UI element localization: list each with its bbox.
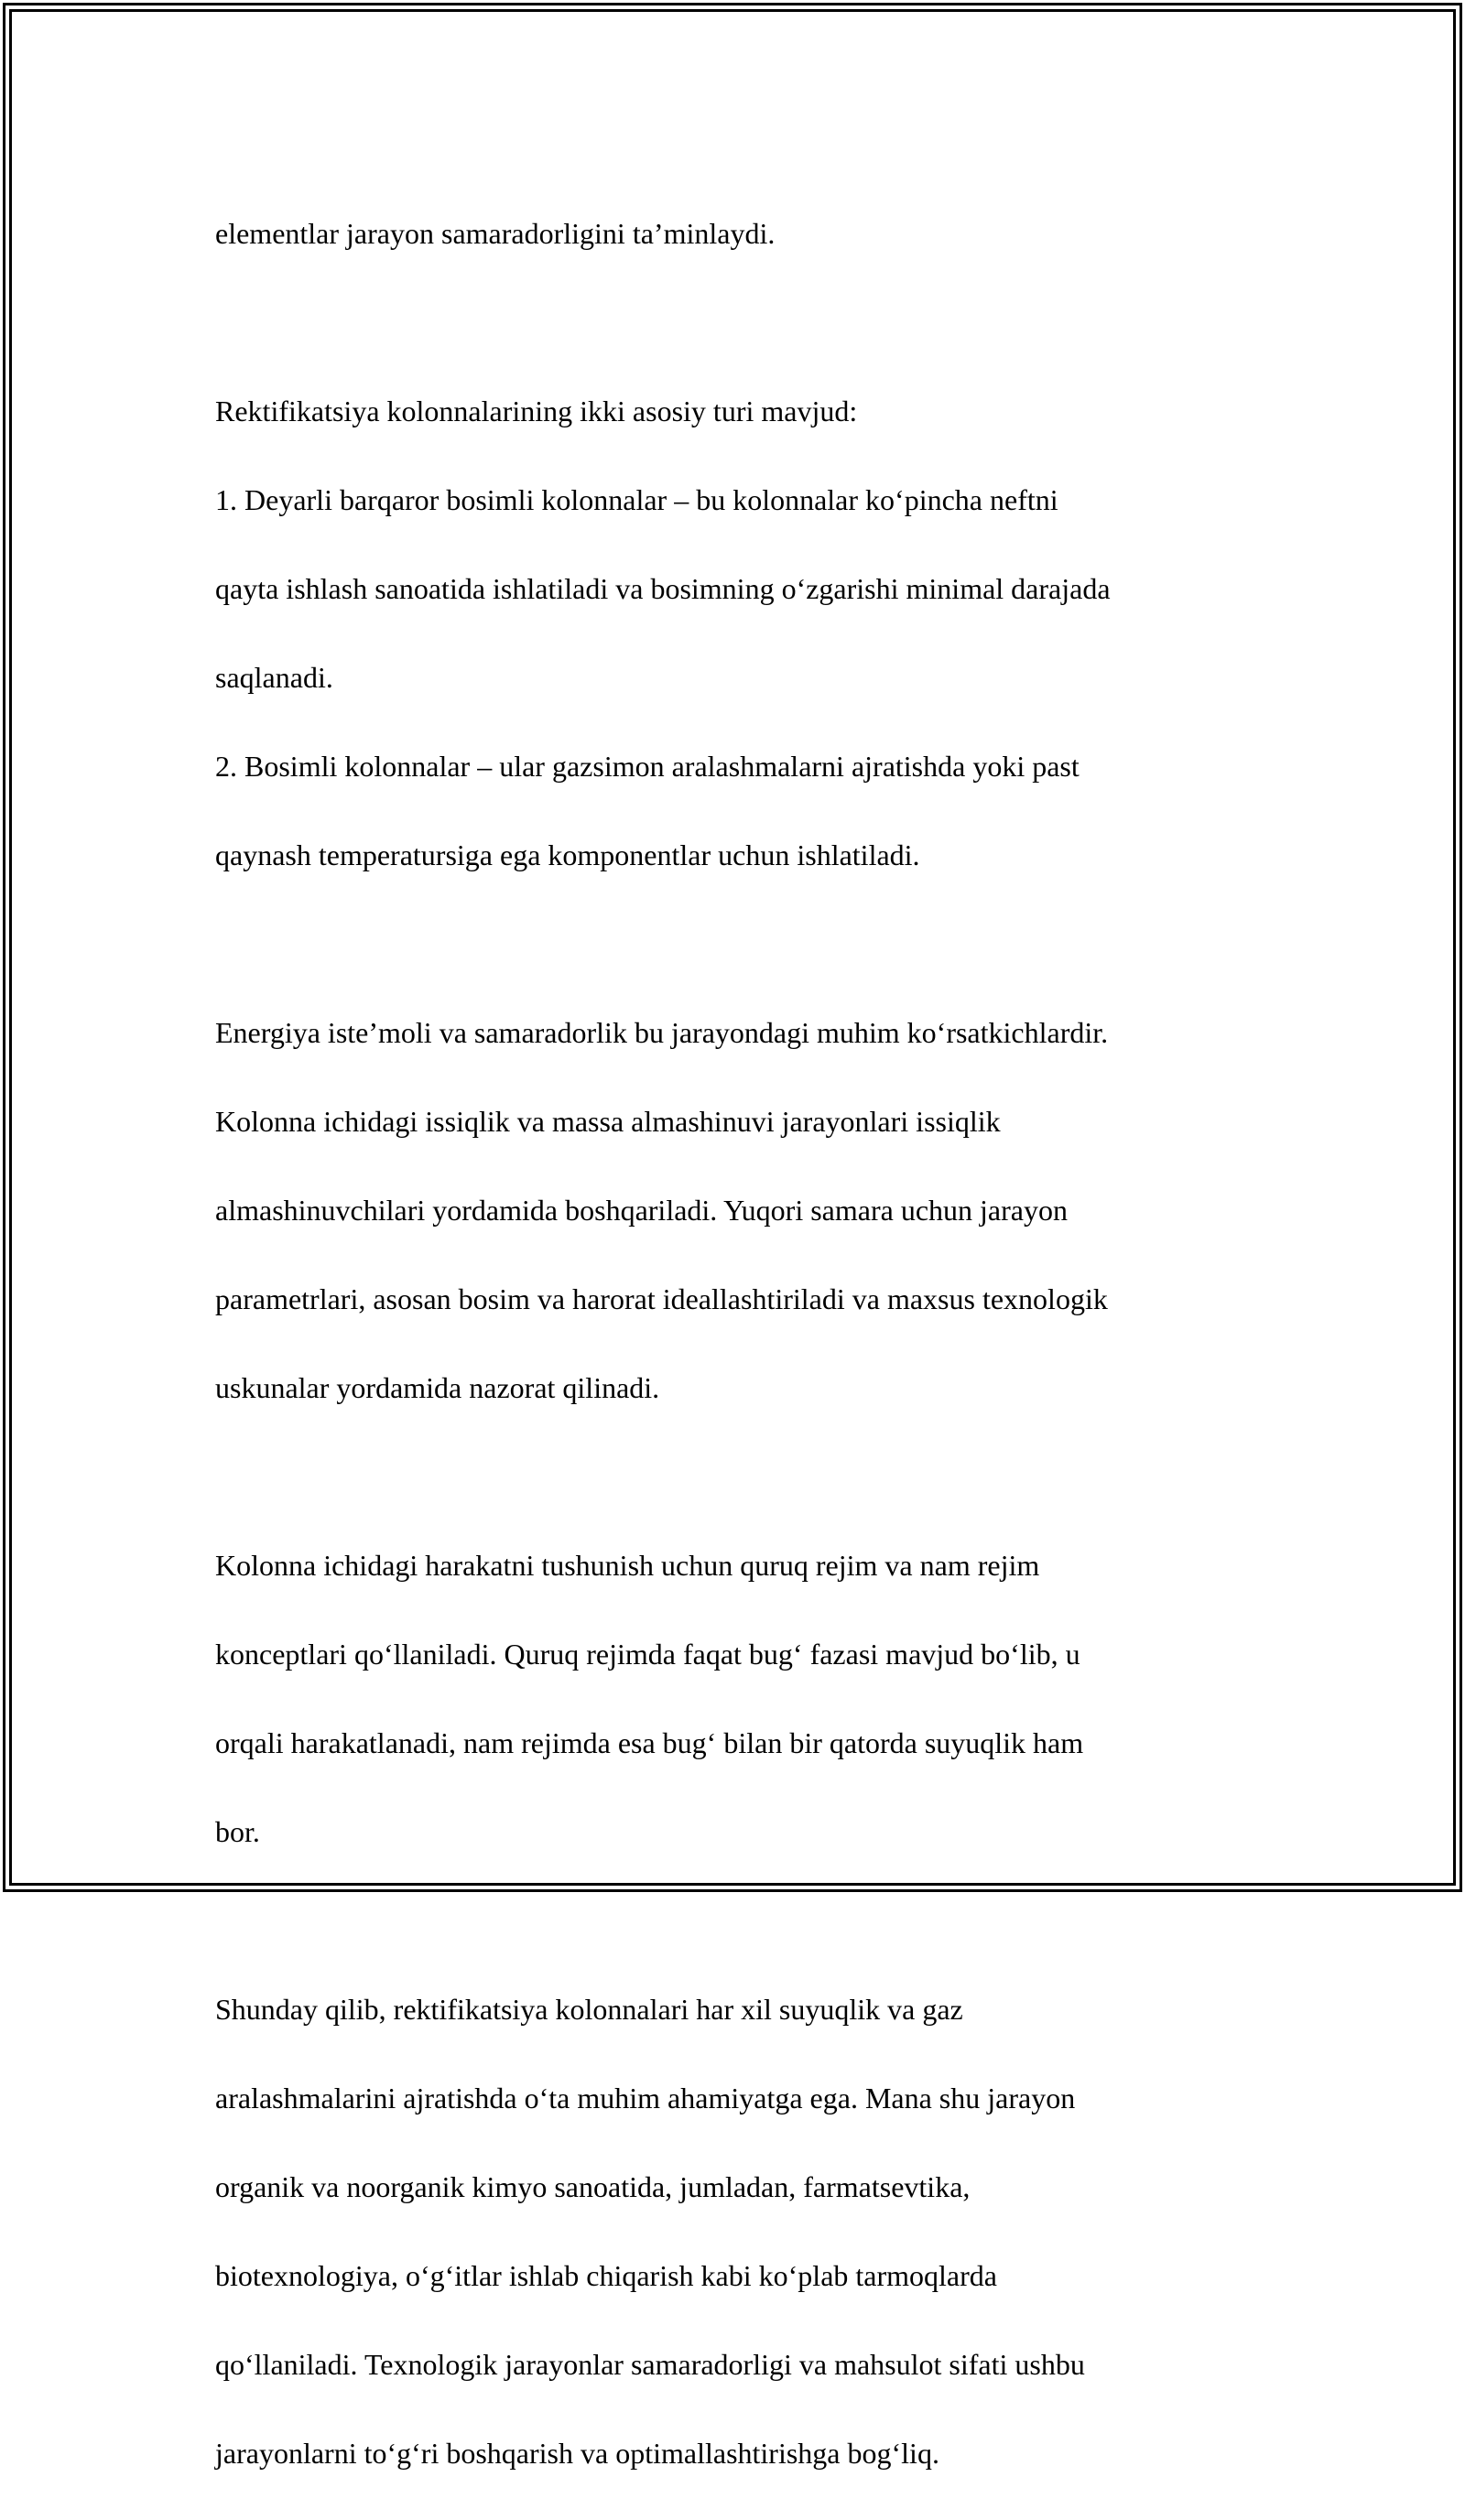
text-line: elementlar jarayon samaradorligini ta’minlaydi. (215, 216, 776, 250)
text-line: bor. (215, 1814, 260, 1848)
text-line: qo‘llaniladi. Texnologik jarayonlar samaradorligi va mahsulot sifati ushbu (215, 2347, 1085, 2381)
text-line: qayta ishlash sanoatida ishlatiladi va bosimning o‘zgarishi minimal darajada (215, 571, 1111, 605)
paragraph-3 (215, 966, 1259, 1455)
text-line: uskunalar yordamida nazorat qilinadi. (215, 1370, 660, 1404)
text-line: aralashmalarini ajratishda o‘ta muhim ahamiyatga ega. Mana shu jarayon (215, 2081, 1076, 2114)
text-line: 1. Deyarli barqaror bosimli kolonnalar – bu kolonnalar ko‘pincha neftni (215, 482, 1058, 516)
text-line: Rektifikatsiya kolonnalarining ikki asosiy turi mavjud: (215, 394, 858, 427)
text-line: Kolonna ichidagi issiqlik va massa almashinuvi jarayonlari issiqlik (215, 1104, 1001, 1138)
paragraph-1 (215, 167, 1259, 300)
text-line: orqali harakatlanadi, nam rejimda esa bug‘ bilan bir qatorda suyuqlik ham (215, 1725, 1084, 1759)
text-line: Kolonna ichidagi harakatni tushunish uchun quruq rejim va nam rejim (215, 1548, 1040, 1582)
text-line: konceptlari qo‘llaniladi. Quruq rejimda faqat bug‘ fazasi mavjud bo‘lib, u (215, 1637, 1080, 1671)
text-line: Shunday qilib, rektifikatsiya kolonnalari har xil suyuqlik va gaz (215, 1992, 963, 2026)
paragraph-2 (215, 344, 1259, 922)
text-line: parametrlari, asosan bosim va harorat ideallashtiriladi va maxsus texnologik (215, 1282, 1108, 1315)
text-line: almashinuvchilari yordamida boshqariladi. Yuqori samara uchun jarayon (215, 1193, 1068, 1227)
text-line: 2. Bosimli kolonnalar – ular gazsimon aralashmalarni ajratishda yoki past (215, 749, 1080, 783)
text-line: qaynash temperatursiga ega komponentlar uchun ishlatiladi. (215, 838, 920, 871)
paragraph-5 (215, 1942, 1259, 2520)
paragraph-4 (215, 1498, 1259, 1898)
text-line: biotexnologiya, o‘g‘itlar ishlab chiqarish kabi ko‘plab tarmoqlarda (215, 2258, 997, 2292)
text-line: organik va noorganik kimyo sanoatida, jumladan, farmatsevtika, (215, 2169, 971, 2203)
text-line: saqlanadi. (215, 660, 333, 694)
text-line: Energiya iste’moli va samaradorlik bu jarayondagi muhim ko‘rsatkichlardir. (215, 1015, 1109, 1049)
document-body (215, 167, 1259, 2520)
text-line: jarayonlarni to‘g‘ri boshqarish va optimallashtirishga bog‘liq. (215, 2436, 939, 2470)
